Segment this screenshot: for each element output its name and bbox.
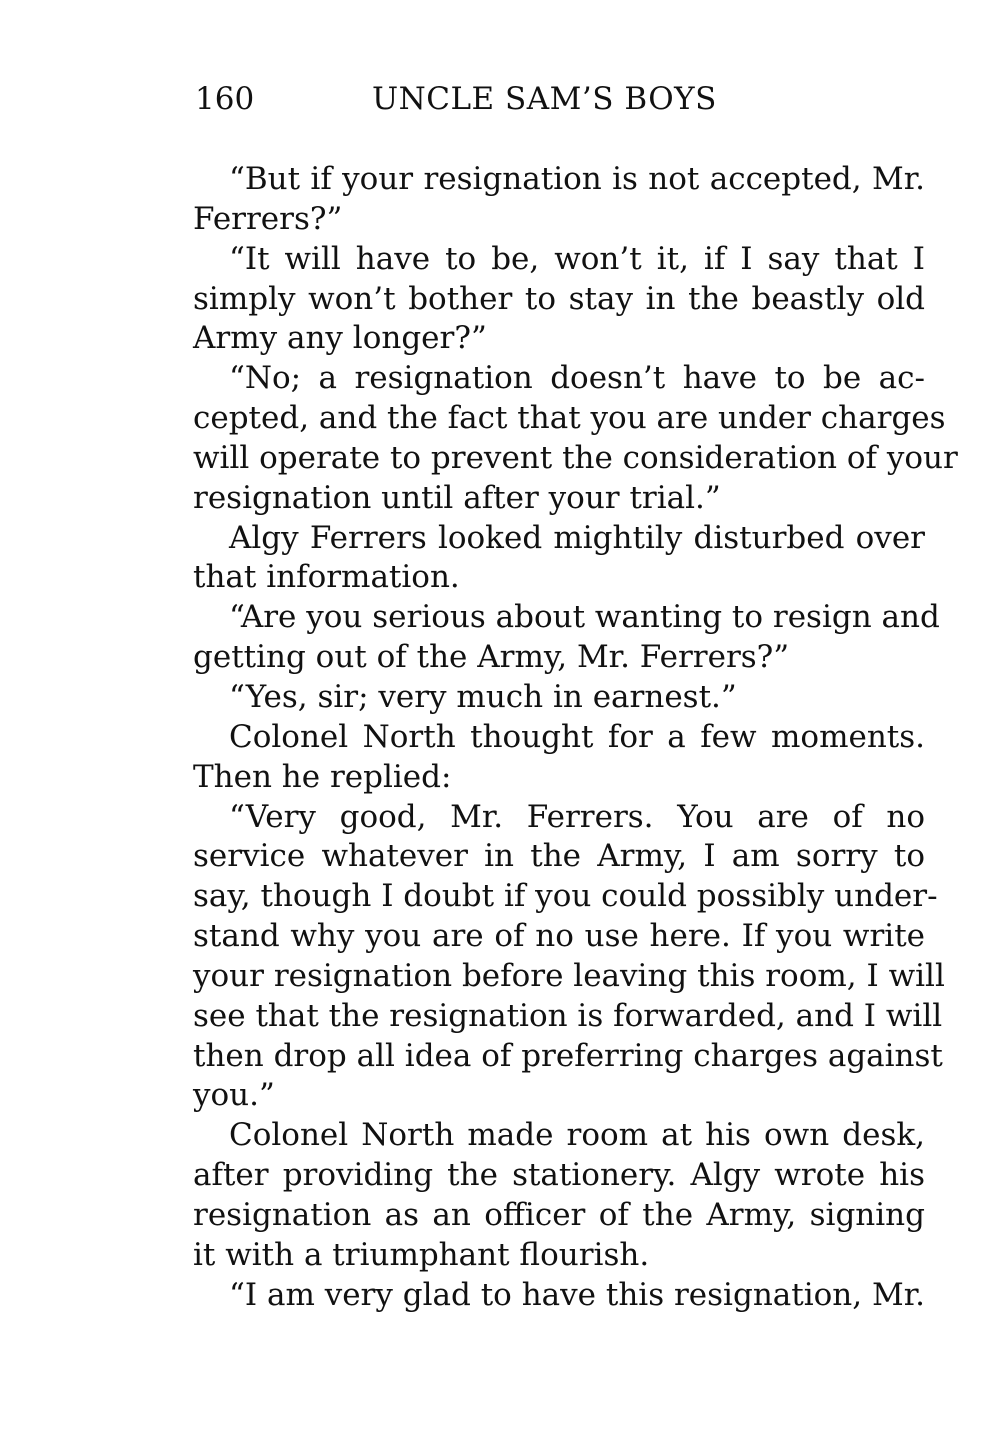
text-line: resignation as an officer of the Army, signing (193, 1196, 925, 1233)
text-line: it with a triumphant flourish. (193, 1236, 650, 1273)
text-line: Then he replied: (193, 758, 452, 795)
text-line: then drop all idea of preferring charges against (193, 1037, 943, 1074)
text-line: “But if your resignation is not accepted, Mr. (229, 161, 925, 197)
text-line: will operate to prevent the consideration of your (193, 439, 958, 476)
text-line: cepted, and the fact that you are under charges (193, 400, 946, 437)
text-line: “Are you serious about wanting to resign and (229, 599, 940, 636)
body-text (193, 160, 958, 1315)
text-line: “No; a resignation doesn’t have to be ac- (229, 360, 925, 397)
text-line: your resignation before leaving this room, I will (193, 957, 945, 994)
text-line: that information. (193, 559, 460, 596)
running-title: UNCLE SAM’S BOYS (372, 81, 717, 117)
text-line: see that the resignation is forwarded, and I will (193, 997, 943, 1034)
text-line: say, though I doubt if you could possibly under- (193, 878, 938, 915)
text-line: getting out of the Army, Mr. Ferrers?” (193, 639, 790, 676)
text-line: “Very good, Mr. Ferrers. You are of no (229, 798, 925, 835)
text-line: “Yes, sir; very much in earnest.” (229, 678, 737, 715)
text-line: “It will have to be, won’t it, if I say that I (229, 240, 925, 277)
text-line: you.” (193, 1077, 275, 1114)
text-line: Colonel North made room at his own desk, (229, 1117, 925, 1154)
text-line: resignation until after your trial.” (193, 479, 721, 516)
text-line: stand why you are of no use here. If you write (193, 918, 925, 955)
text-line: after providing the stationery. Algy wrote his (193, 1157, 925, 1194)
text-line: Ferrers?” (193, 200, 343, 237)
text-line: simply won’t bother to stay in the beastly old (193, 280, 925, 317)
text-line: Army any longer?” (193, 320, 487, 357)
text-line: service whatever in the Army, I am sorry to (193, 838, 925, 875)
page-header (195, 74, 925, 124)
page-number: 160 (195, 81, 255, 117)
text-line: Algy Ferrers looked mightily disturbed over (229, 519, 925, 556)
text-line: Colonel North thought for a few moments. (229, 718, 925, 755)
text-line: “I am very glad to have this resignation, Mr. (229, 1276, 925, 1313)
